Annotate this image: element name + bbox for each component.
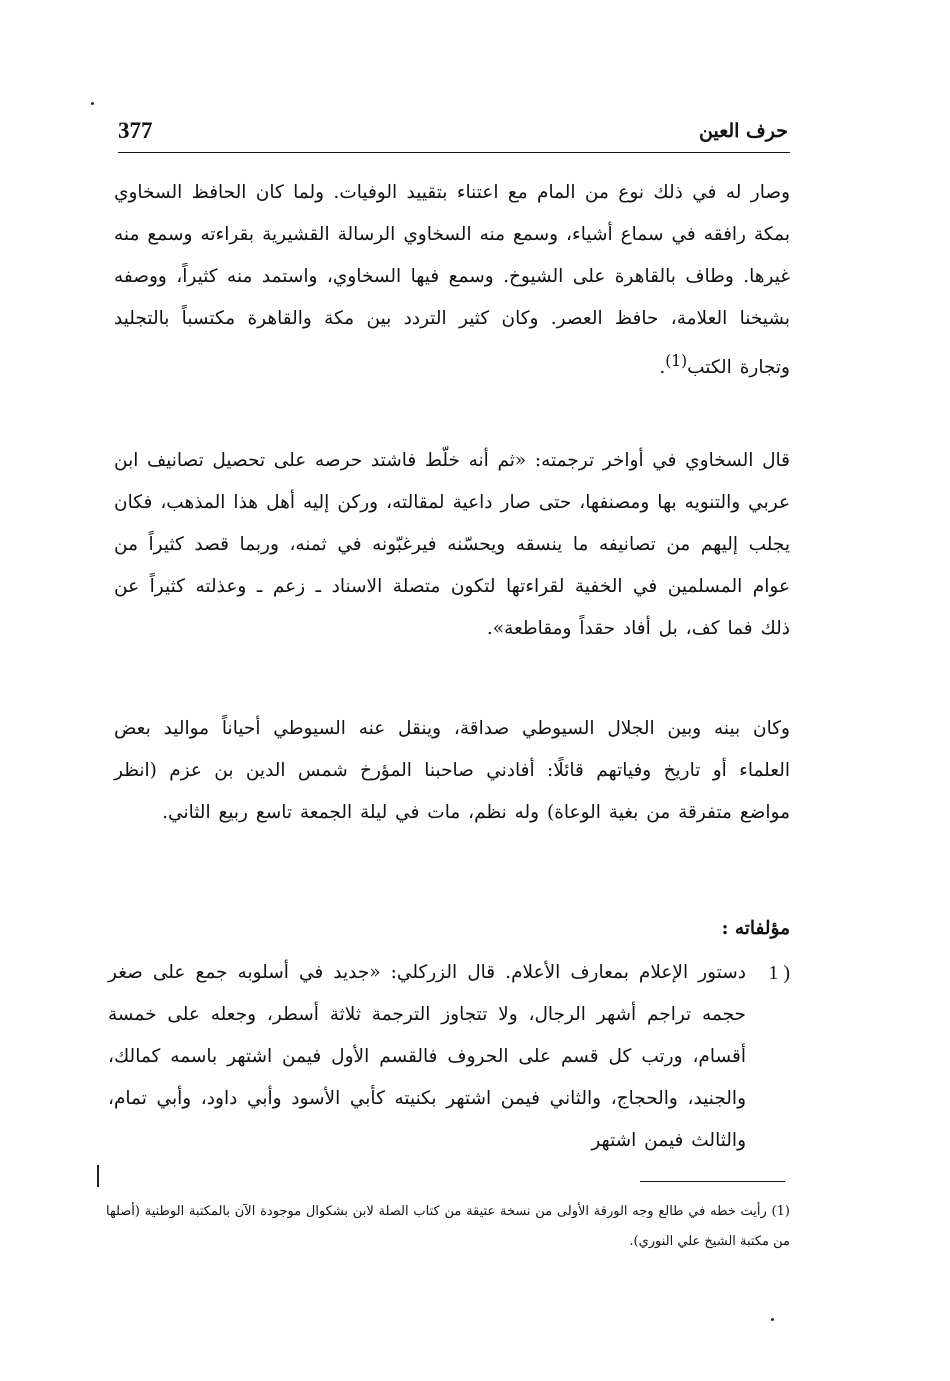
margin-mark [97,1165,99,1187]
works-list-item [108,952,790,1162]
page-header [118,112,790,153]
list-item-text: دستور الإعلام بمعارف الأعلام. قال الزركلي: «جديد في أسلوبه جمع على صغر حجمه تراجم أشهر الرجال، ولا تتجاوز الترجمة ثلاثة أسطر، وجعله على خمسة أقسام، ورتب كل قسم على الحروف فالقسم الأول فيمن اشتهر باسمه كمالك، والجنيد، والحجاج، والثاني فيمن اشتهر بكنيته كأبي الأسود وأبي داود، وأبي تمام، والثالث فيمن اشتهر [108,962,746,1151]
paragraph-1-text: وصار له في ذلك نوع من المام مع اعتناء بتقييد الوفيات. ولما كان الحافظ السخاوي بمكة رافقه في سماع أشياء، وسمع منه السخاوي الرسالة القشيرية بقراءته وسمع منه غيرها. وطاف بالقاهرة على الشيوخ. وسمع فيها السخاوي، واستمد منه كثيراً، ووصفه بشيخنا العلامة، حافظ العصر. وكان كثير التردد بين مكة والقاهرة مكتسباً بالتجليد وتجارة الكتب [114,182,790,379]
footnote-reference: (1) [665,352,688,370]
page-number: 377 [118,118,153,143]
works-heading: مؤلفاته : [721,918,790,939]
footnote-separator [640,1181,785,1182]
paragraph-3: وكان بينه وبين الجلال السيوطي صداقة، وينقل عنه السيوطي أحياناً مواليد بعض العلماء أو تاريخ وفياتهم قائلًا: أفادني صاحبنا المؤرخ شمس الدين بن عزم (انظر مواضع متفرقة من بغية الوعاة) وله نظم، مات في ليلة الجمعة تاسع ربيع الثاني. [114,718,790,823]
scan-speck [771,1318,774,1321]
paragraph-1: وصار له في ذلك نوع من المام مع اعتناء بتقييد الوفيات. ولما كان الحافظ السخاوي بمكة رافقه في سماع أشياء، وسمع منه السخاوي الرسالة القشيرية بقراءته وسمع منه غيرها. وطاف بالقاهرة على الشيوخ. وسمع فيها السخاوي، واستمد منه كثيراً، ووصفه بشيخنا العلامة، حافظ العصر. وكان كثير التردد بين مكة والقاهرة مكتسباً بالتجليد وتجارة الكتب$^{(1)}$. [114,182,790,379]
paragraph-2: قال السخاوي في أواخر ترجمته: «ثم أنه خلّط فاشتد حرصه على تحصيل تصانيف ابن عربي والتنويه بها ومصنفها، حتى صار داعية لمقالته، وركن إليه أهل هذا المذهب، فكان يجلب إليهم من تصانيفه ما ينسقه ويحسّنه فيرغبّونه في ثمنه، وربما قصد كثيراً من عوام المسلمين في الخفية لقراءتها لتكون متصلة الاسناد ـ زعم ـ وعذلته كثيراً عن ذلك فما كف، بل أفاد حقداً ومقاطعة». [114,450,790,639]
scan-speck [91,102,94,105]
list-item-number: 1 ) [768,962,790,984]
footnote: (1) رأيت خطه في طالع وجه الورقة الأولى من نسخة عتيقة من كتاب الصلة لابن بشكوال موجودة الآن بالمكتبة الوطنية (أصلها من مكتبة الشيخ علي النوري). [106,1204,790,1249]
running-title: حرف العين [699,120,788,142]
